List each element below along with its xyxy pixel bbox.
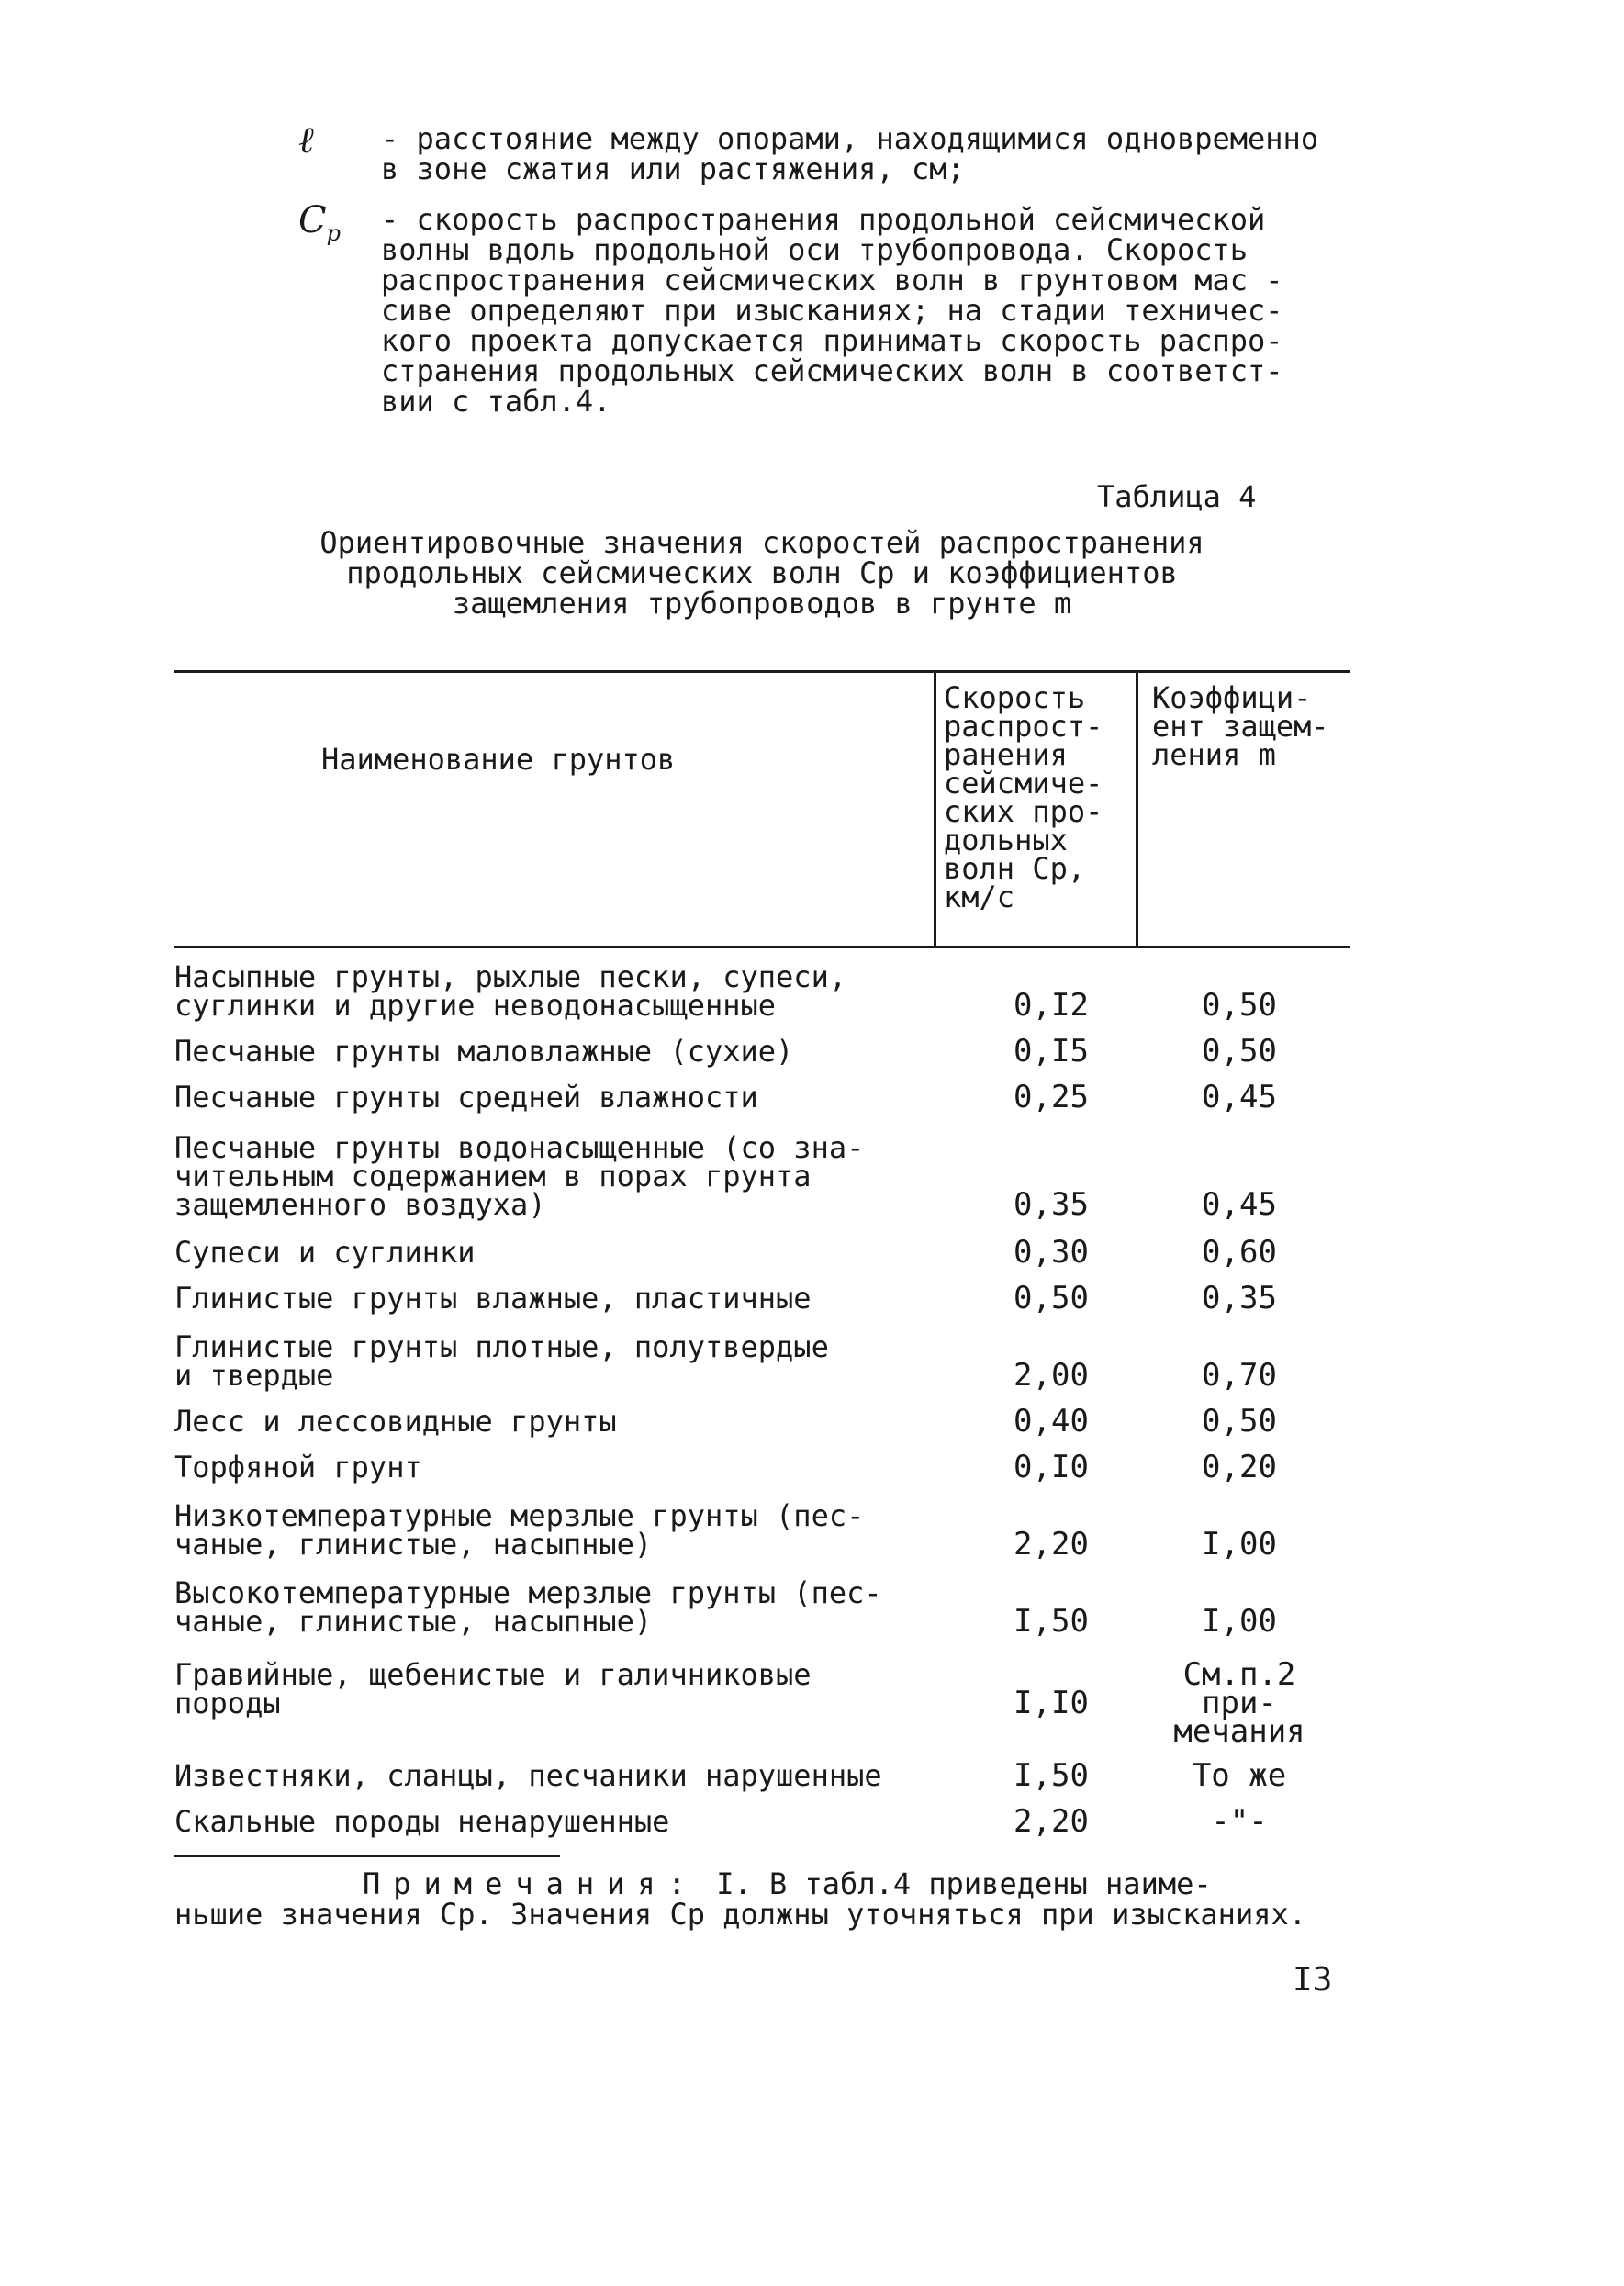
row-soil-name: Высокотемпературные мерзлые грунты (пес- чаные, глинистые, насыпные): [174, 1575, 882, 1639]
header-coefficient: Коэффици- ент защем- ления m: [1152, 680, 1329, 772]
table-header-rule: [174, 946, 1350, 948]
row-coefficient: 0,50: [1202, 1033, 1277, 1070]
row-soil-name: Низкотемпературные мерзлые грунты (пес- чаные, глинистые, насыпные): [174, 1498, 865, 1562]
row-wave-speed: 0,40: [1014, 1403, 1089, 1440]
row-wave-speed: 2,20: [1014, 1803, 1089, 1840]
row-coefficient: 0,70: [1202, 1357, 1277, 1394]
row-soil-name: Глинистые грунты влажные, пластичные: [174, 1281, 812, 1316]
row-coefficient: I,00: [1202, 1526, 1277, 1563]
row-coefficient: 0,35: [1202, 1280, 1277, 1317]
row-wave-speed: 0,50: [1014, 1280, 1089, 1317]
definition-cp: [298, 199, 1382, 419]
notes-label: Примечания:: [363, 1866, 699, 1901]
page-number: I3: [1293, 1961, 1333, 1999]
row-coefficient: 0,45: [1202, 1186, 1277, 1223]
table-column-divider-2: [1136, 670, 1138, 947]
row-coefficient: То же: [1192, 1757, 1287, 1794]
row-coefficient: 0,45: [1202, 1079, 1277, 1115]
row-coefficient: I,00: [1202, 1603, 1277, 1640]
symbol-l: ℓ: [298, 119, 314, 162]
header-soil-name: Наименование грунтов: [321, 742, 676, 777]
row-soil-name: Гравийные, щебенистые и галичниковые породы: [174, 1657, 812, 1720]
table-top-rule: [174, 670, 1350, 673]
definition-l-text: - расстояние между опорами, находящимися одновременно в зоне сжатия или растяжения, см;: [381, 121, 1319, 186]
row-wave-speed: 0,35: [1014, 1186, 1089, 1223]
row-wave-speed: I,I0: [1014, 1685, 1089, 1721]
row-coefficient: 0,50: [1202, 987, 1277, 1024]
row-soil-name: Лесс и лессовидные грунты: [174, 1404, 617, 1439]
table-column-divider-1: [934, 670, 936, 947]
row-soil-name: Глинистые грунты плотные, полутвердые и твердые: [174, 1329, 829, 1393]
row-wave-speed: 0,30: [1014, 1234, 1089, 1271]
row-wave-speed: I,50: [1014, 1757, 1089, 1794]
row-wave-speed: 0,I0: [1014, 1449, 1089, 1485]
row-soil-name: Песчаные грунты средней влажности: [174, 1080, 758, 1115]
footnote-rule: [174, 1855, 560, 1857]
definition-cp-text: - скорость распространения продольной сейсмической волны вдоль продольной оси трубопровода. Скорость распространения сейсмических волн в грунтовом мас - сиве определяют при изысканиях; на стадии техничес- кого проекта допускается принимать скорость распро- странения продольных сейсмических волн в соответст- вии с табл.4.: [381, 202, 1283, 419]
row-wave-speed: I,50: [1014, 1603, 1089, 1640]
table-notes: [174, 1866, 1395, 1932]
row-soil-name: Супеси и суглинки: [174, 1235, 476, 1270]
row-wave-speed: 0,I5: [1014, 1033, 1089, 1070]
row-soil-name: Скальные породы ненарушенные: [174, 1804, 670, 1839]
row-soil-name: Известняки, сланцы, песчаники нарушенные: [174, 1758, 882, 1793]
row-soil-name: Торфяной грунт: [174, 1450, 422, 1485]
table-title: Ориентировочные значения скоростей распространения продольных сейсмических волн Cp и коэффициентов защемления трубопроводов в грунте m: [319, 525, 1204, 621]
notes-text: I. В табл.4 приведены наиме- ньшие значения Cp. Значения Cp должны уточняться при изысканиях.: [174, 1866, 1306, 1932]
definition-l: [298, 119, 1382, 186]
row-wave-speed: 2,20: [1014, 1526, 1089, 1563]
row-wave-speed: 0,I2: [1014, 987, 1089, 1024]
row-coefficient: 0,60: [1202, 1234, 1277, 1271]
row-wave-speed: 0,25: [1014, 1079, 1089, 1115]
row-coefficient: -"-: [1211, 1803, 1268, 1840]
row-soil-name: Песчаные грунты водонасыщенные (со зна- чительным содержанием в порах грунта защемленного воздуха): [174, 1130, 865, 1222]
header-wave-speed: Скорость распрост- ранения сейсмиче- ских про- дольных волн Cp, км/с: [944, 680, 1103, 914]
table-number: Таблица 4: [1097, 479, 1257, 514]
row-wave-speed: 2,00: [1014, 1357, 1089, 1394]
row-soil-name: Насыпные грунты, рыхлые пески, супеси, суглинки и другие неводонасыщенные: [174, 959, 847, 1023]
symbol-cp: $C_p$: [298, 199, 341, 246]
row-soil-name: Песчаные грунты маловлажные (сухие): [174, 1034, 794, 1069]
definitions-list: [298, 119, 1382, 437]
row-coefficient: 0,50: [1202, 1403, 1277, 1440]
row-coefficient: См.п.2 при- мечания: [1173, 1656, 1305, 1750]
row-coefficient: 0,20: [1202, 1449, 1277, 1485]
